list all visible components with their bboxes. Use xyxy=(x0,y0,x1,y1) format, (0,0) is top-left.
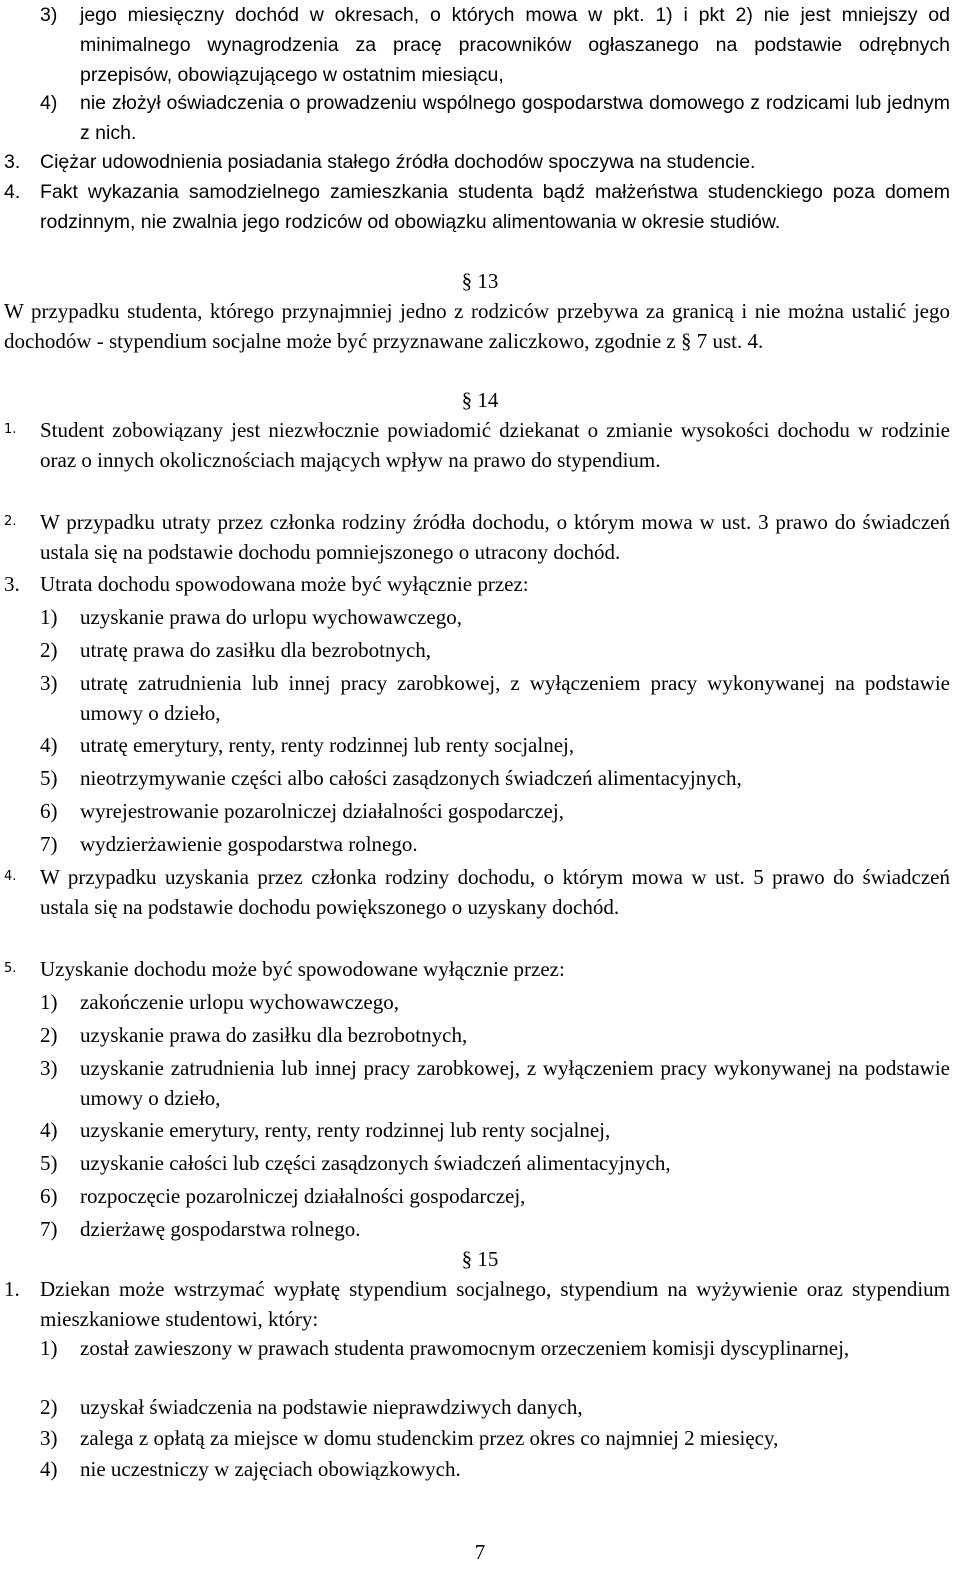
paragraph-text: Dziekan może wstrzymać wypłatę stypendium socjalnego, stypendium na wyżywienie oraz stypendium mieszkaniowe studentowi, który: xyxy=(40,1277,950,1331)
paragraph-number: 2. xyxy=(4,514,17,529)
paragraph xyxy=(4,954,950,984)
item-number: 5) xyxy=(40,1151,58,1175)
list-item xyxy=(40,1053,950,1113)
list-item xyxy=(40,668,950,728)
paragraph-number: 1. xyxy=(4,422,17,437)
item-number: 7) xyxy=(40,832,58,856)
list-item xyxy=(40,829,950,859)
section-heading: § 13 xyxy=(461,269,499,293)
list-item xyxy=(40,1333,950,1363)
list-item xyxy=(40,0,950,90)
item-text: nieotrzymywanie części albo całości zasądzonych świadczeń alimentacyjnych, xyxy=(80,766,742,790)
item-number: 4) xyxy=(40,733,58,757)
paragraph-number: 3. xyxy=(4,151,21,173)
paragraph xyxy=(4,415,950,475)
item-text: uzyskanie zatrudnienia lub innej pracy zarobkowej, z wyłączeniem pracy wykonywanej na podstawie umowy o dzieło, xyxy=(80,1056,950,1110)
item-text: uzyskanie prawa do zasiłku dla bezrobotnych, xyxy=(80,1023,468,1047)
item-text: wydzierżawienie gospodarstwa rolnego. xyxy=(80,832,418,856)
paragraph-text: Uzyskanie dochodu może być spowodowane wyłącznie przez: xyxy=(40,957,565,981)
section-heading: § 14 xyxy=(461,388,499,412)
item-text: uzyskał świadczenia na podstawie nieprawdziwych danych, xyxy=(80,1395,583,1419)
list-item xyxy=(40,1148,950,1178)
item-number: 7) xyxy=(40,1217,58,1241)
paragraph-text: W przypadku uzyskania przez członka rodziny dochodu, o którym mowa w ust. 5 prawo do świadczeń ustala się na podstawie dochodu powiększonego o uzyskany dochód. xyxy=(40,865,950,919)
item-text: zakończenie urlopu wychowawczego, xyxy=(80,990,399,1014)
item-number: 1) xyxy=(40,990,58,1014)
item-text: nie uczestniczy w zajęciach obowiązkowych. xyxy=(80,1457,461,1481)
item-text: utratę prawa do zasiłku dla bezrobotnych, xyxy=(80,638,432,662)
item-text: uzyskanie całości lub części zasądzonych świadczeń alimentacyjnych, xyxy=(80,1151,671,1175)
item-number: 4) xyxy=(40,1118,58,1142)
item-number: 6) xyxy=(40,799,58,823)
list-item xyxy=(40,1115,950,1145)
paragraph-text: W przypadku utraty przez członka rodziny źródła dochodu, o którym mowa w ust. 3 prawo do świadczeń ustala się na podstawie dochodu pomniejszonego o utracony dochód. xyxy=(40,510,950,564)
item-text: nie złożył oświadczenia o prowadzeniu wspólnego gospodarstwa domowego z rodzicami lub jednym z nich. xyxy=(80,92,950,144)
paragraph xyxy=(4,862,950,922)
list-item xyxy=(40,796,950,826)
item-text: jego miesięczny dochód w okresach, o których mowa w pkt. 1) i pkt 2) nie jest mniejszy od minimalnego wynagrodzenia za pracę pracowników ogłaszanego na podstawie odrębnych przepisów, obowiązującego w ostatnim miesiącu, xyxy=(80,4,950,86)
item-number: 4) xyxy=(40,92,58,114)
paragraph-number: 1. xyxy=(4,1277,20,1301)
item-text: zalega z opłatą za miejsce w domu studenckim przez okres co najmniej 2 miesięcy, xyxy=(80,1426,779,1450)
item-number: 1) xyxy=(40,605,58,629)
list-item xyxy=(40,1392,950,1422)
item-text: uzyskanie emerytury, renty, renty rodzinnej lub renty socjalnej, xyxy=(80,1118,611,1142)
list-item xyxy=(40,602,950,632)
paragraph xyxy=(4,569,950,599)
list-item xyxy=(40,1181,950,1211)
paragraph xyxy=(4,177,950,237)
paragraph-text: W przypadku studenta, którego przynajmniej jedno z rodziców przebywa za granicą i nie można ustalić jego dochodów - stypendium socjalne może być przyznawane zaliczkowo, zgodnie z § 7 ust. 4. xyxy=(4,299,950,353)
item-number: 2) xyxy=(40,1395,58,1419)
list-item xyxy=(40,1214,950,1244)
item-number: 3) xyxy=(40,671,58,695)
item-number: 4) xyxy=(40,1457,58,1481)
section-heading: § 15 xyxy=(461,1247,499,1271)
list-item xyxy=(40,1020,950,1050)
paragraph xyxy=(4,507,950,567)
paragraph-number: 5. xyxy=(4,961,17,976)
paragraph xyxy=(4,147,950,177)
list-item xyxy=(40,763,950,793)
list-item xyxy=(40,1454,950,1484)
page-number: 7 xyxy=(474,1540,486,1564)
item-text: został zawieszony w prawach studenta prawomocnym orzeczeniem komisji dyscyplinarnej, xyxy=(80,1336,850,1360)
paragraph-number: 4. xyxy=(4,869,17,884)
paragraph xyxy=(4,1274,950,1334)
item-text: uzyskanie prawa do urlopu wychowawczego, xyxy=(80,605,462,629)
item-number: 6) xyxy=(40,1184,58,1208)
item-number: 3) xyxy=(40,4,58,26)
item-number: 3) xyxy=(40,1056,58,1080)
paragraph-number: 3. xyxy=(4,572,20,596)
list-item xyxy=(40,730,950,760)
item-number: 1) xyxy=(40,1336,58,1360)
list-item xyxy=(40,1423,950,1453)
paragraph-text: Fakt wykazania samodzielnego zamieszkania studenta bądź małżeństwa studenckiego poza domem rodzinnym, nie zwalnia jego rodziców od obowiązku alimentowania w okresie studiów. xyxy=(40,181,950,233)
paragraph-number: 4. xyxy=(4,181,21,203)
item-text: rozpoczęcie pozarolniczej działalności gospodarczej, xyxy=(80,1184,526,1208)
item-number: 2) xyxy=(40,638,58,662)
item-text: dzierżawę gospodarstwa rolnego. xyxy=(80,1217,361,1241)
list-item xyxy=(40,987,950,1017)
paragraph-text: Ciężar udowodnienia posiadania stałego źródła dochodów spoczywa na studencie. xyxy=(40,151,756,173)
item-text: utratę emerytury, renty, renty rodzinnej lub renty socjalnej, xyxy=(80,733,575,757)
item-text: wyrejestrowanie pozarolniczej działalności gospodarczej, xyxy=(80,799,564,823)
item-number: 5) xyxy=(40,766,58,790)
list-item xyxy=(40,635,950,665)
item-number: 3) xyxy=(40,1426,58,1450)
paragraph-text: Student zobowiązany jest niezwłocznie powiadomić dziekanat o zmianie wysokości dochodu w rodzinie oraz o innych okolicznościach mających wpływ na prawo do stypendium. xyxy=(40,418,950,472)
paragraph-text: Utrata dochodu spowodowana może być wyłącznie przez: xyxy=(40,572,529,596)
item-number: 2) xyxy=(40,1023,58,1047)
item-text: utratę zatrudnienia lub innej pracy zarobkowej, z wyłączeniem pracy wykonywanej na podstawie umowy o dzieło, xyxy=(80,671,950,725)
list-item xyxy=(40,88,950,148)
